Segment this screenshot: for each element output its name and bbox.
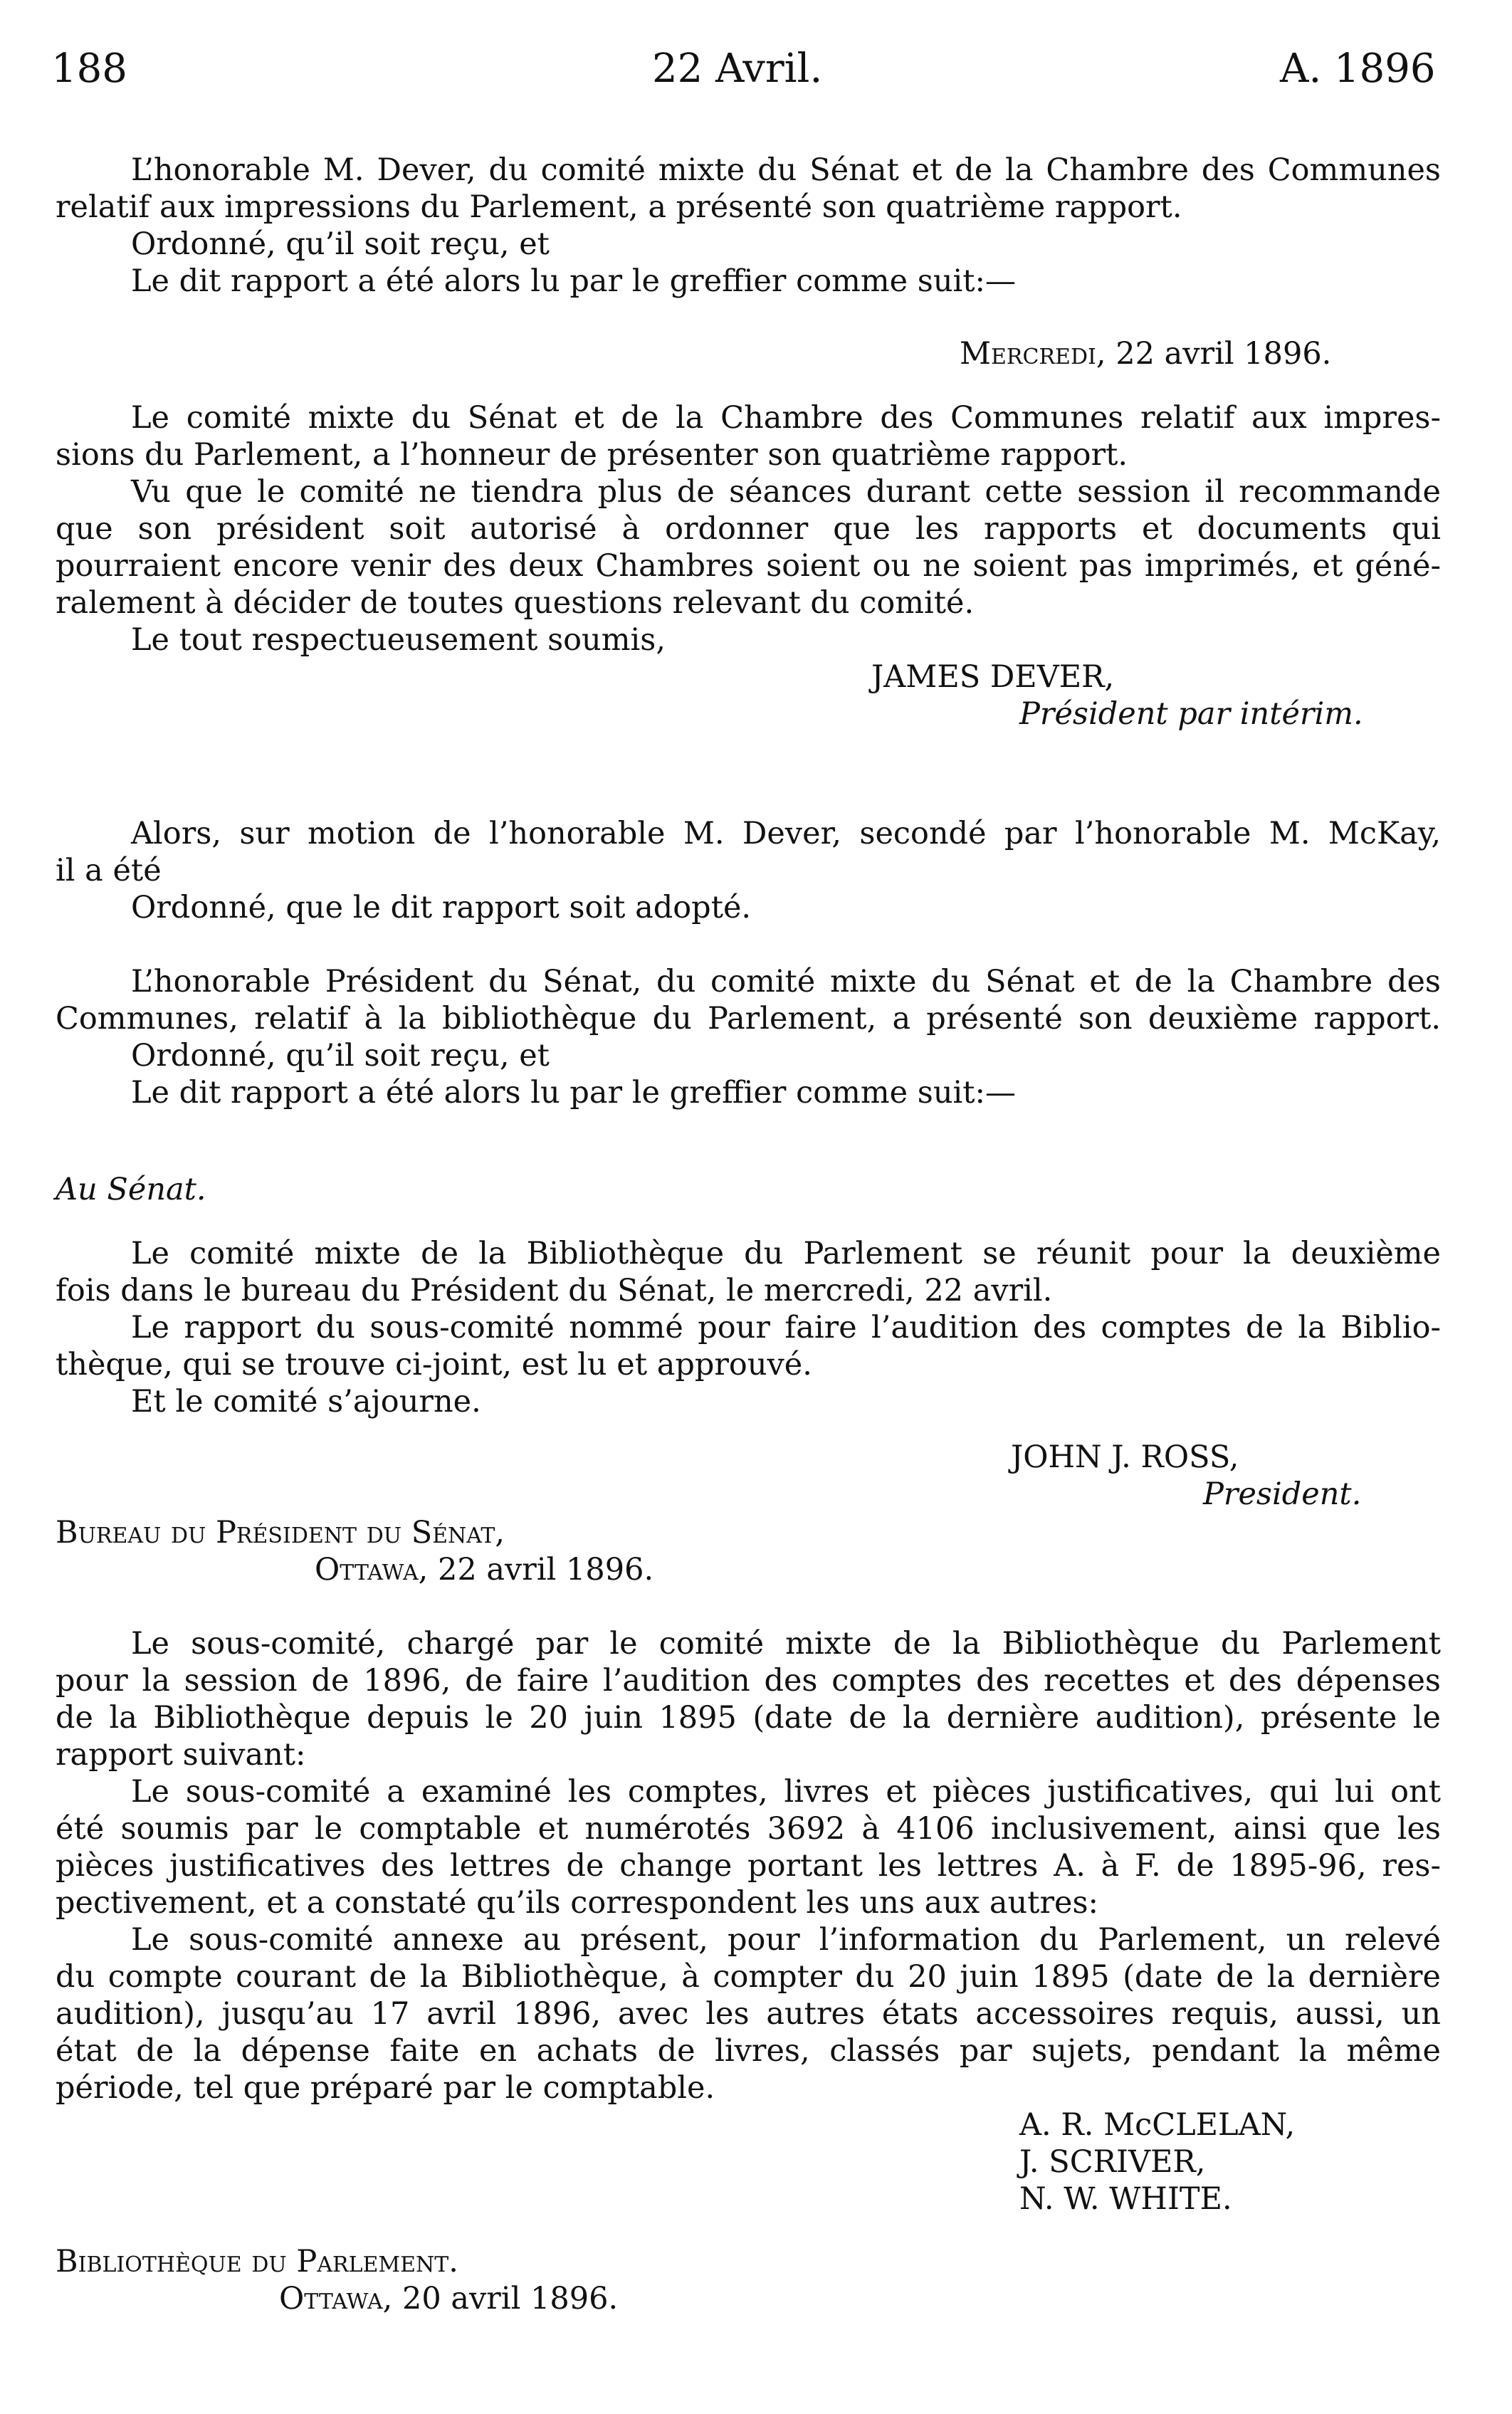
motion-line1: Alors, sur motion de l’honorable M. Dever, secondé par l’honorable M. McKay, xyxy=(131,816,1441,851)
header-date: 22 Avril. xyxy=(652,46,823,92)
report2-address: Au Sénat. xyxy=(56,1172,206,1207)
subcommittee-line7: pièces justificatives des lettres de change portant les lettres A. à F. de 1895-96, res- xyxy=(56,1848,1441,1884)
report1-line6: ralement à décider de toutes questions relevant du comité. xyxy=(56,585,975,621)
subcommittee-line8: pectivement, et a constaté qu’ils correspondent les uns aux autres: xyxy=(56,1885,1099,1921)
subcommittee-signer-3: N. W. WHITE. xyxy=(1019,2181,1232,2217)
report2-line3: Le rapport du sous-comité nommé pour faire l’audition des comptes de la Biblio- xyxy=(131,1310,1441,1345)
subcommittee-line5: Le sous-comité a examiné les comptes, livres et pièces justificatives, qui lui ont xyxy=(131,1774,1441,1810)
para2-line2: Communes, relatif à la bibliothèque du Parlement, a présenté son deuxième rapport. xyxy=(56,1001,1441,1037)
page-number: 188 xyxy=(51,46,127,92)
report2-line4: thèque, qui se trouve ci-joint, est lu et approuvé. xyxy=(56,1347,812,1382)
report2-place: Ottawa xyxy=(315,1552,419,1588)
para2-lu: Le dit rapport a été alors lu par le greffier comme suit:— xyxy=(131,1075,1017,1111)
report1-date xyxy=(960,335,1331,373)
report2-line1: Le comité mixte de la Bibliothèque du Parlement se réunit pour la deuxième xyxy=(131,1236,1441,1271)
subcommittee-place-date xyxy=(279,2279,618,2318)
report2-date: , 22 avril 1896. xyxy=(418,1552,654,1588)
subcommittee-line4: rapport suivant: xyxy=(56,1737,306,1773)
subcommittee-place: Ottawa xyxy=(279,2281,383,2316)
subcommittee-line3: de la Bibliothèque depuis le 20 juin 1895 (date de la dernière audition), présente le xyxy=(56,1700,1441,1736)
report1-closing: Le tout respectueusement soumis, xyxy=(131,622,666,658)
subcommittee-date: , 20 avril 1896. xyxy=(382,2281,619,2316)
motion-line3: Ordonné, que le dit rapport soit adopté. xyxy=(131,890,752,925)
header-year: A. 1896 xyxy=(1280,46,1436,92)
motion-line2: il a été xyxy=(56,853,162,888)
report1-line5: pourraient encore venir des deux Chambres soient ou ne soient pas imprimés, et géné- xyxy=(56,548,1441,584)
subcommittee-line1: Le sous-comité, chargé par le comité mixte de la Bibliothèque du Parlement xyxy=(131,1626,1441,1662)
report1-line2: sions du Parlement, a l’honneur de présenter son quatrième rapport. xyxy=(56,437,1128,473)
report1-signer: JAMES DEVER, xyxy=(871,659,1115,695)
report1-line3: Vu que le comité ne tiendra plus de séances durant cette session il recommande xyxy=(131,474,1441,510)
subcommittee-line10: du compte courant de la Bibliothèque, à compter du 20 juin 1895 (date de la dernière xyxy=(56,1959,1441,1995)
report1-line4: que son président soit autorisé à ordonner que les rapports et documents qui xyxy=(56,511,1441,547)
report1-line1: Le comité mixte du Sénat et de la Chambre des Communes relatif aux impres- xyxy=(131,400,1441,436)
subcommittee-line9: Le sous-comité annexe au présent, pour l’information du Parlement, un relevé xyxy=(131,1922,1441,1958)
report1-signer-title: Président par intérim. xyxy=(1019,696,1363,732)
para1-line2: relatif aux impressions du Parlement, a présenté son quatrième rapport. xyxy=(56,189,1182,225)
para1-ordonne: Ordonné, qu’il soit reçu, et xyxy=(131,226,550,262)
subcommittee-signer-1: A. R. McCLELAN, xyxy=(1019,2107,1296,2143)
para2-ordonne: Ordonné, qu’il soit reçu, et xyxy=(131,1038,550,1074)
para2-line1: L’honorable Président du Sénat, du comité mixte du Sénat et de la Chambre des xyxy=(131,964,1441,999)
report2-signer-title: President. xyxy=(1203,1476,1362,1512)
subcommittee-line13: période, tel que préparé par le comptable. xyxy=(56,2070,715,2106)
report2-signer: JOHN J. ROSS, xyxy=(1011,1439,1239,1475)
subcommittee-line12: état de la dépense faite en achats de livres, classés par sujets, pendant la même xyxy=(56,2033,1441,2069)
report2-place-date xyxy=(315,1550,653,1589)
report2-line2: fois dans le bureau du Président du Sénat, le mercredi, 22 avril. xyxy=(56,1273,1053,1308)
report2-bureau: Bureau du Président du Sénat, xyxy=(56,1515,505,1550)
para1-line1: L’honorable M. Dever, du comité mixte du Sénat et de la Chambre des Communes xyxy=(131,152,1441,188)
para1-lu: Le dit rapport a été alors lu par le greffier comme suit:— xyxy=(131,263,1017,299)
report1-date-day: Mercredi xyxy=(960,336,1096,372)
report2-line5: Et le comité s’ajourne. xyxy=(131,1384,481,1419)
report1-date-rest: , 22 avril 1896. xyxy=(1096,336,1332,372)
subcommittee-line11: audition), jusqu’au 17 avril 1896, avec les autres états accessoires requis, aussi, un xyxy=(56,1996,1441,2032)
subcommittee-bureau: Bibliothèque du Parlement. xyxy=(56,2244,458,2279)
subcommittee-line2: pour la session de 1896, de faire l’audition des comptes des recettes et des dépenses xyxy=(56,1663,1441,1699)
subcommittee-line6: été soumis par le comptable et numérotés 3692 à 4106 inclusivement, ainsi que les xyxy=(56,1811,1441,1847)
subcommittee-signer-2: J. SCRIVER, xyxy=(1019,2144,1206,2180)
